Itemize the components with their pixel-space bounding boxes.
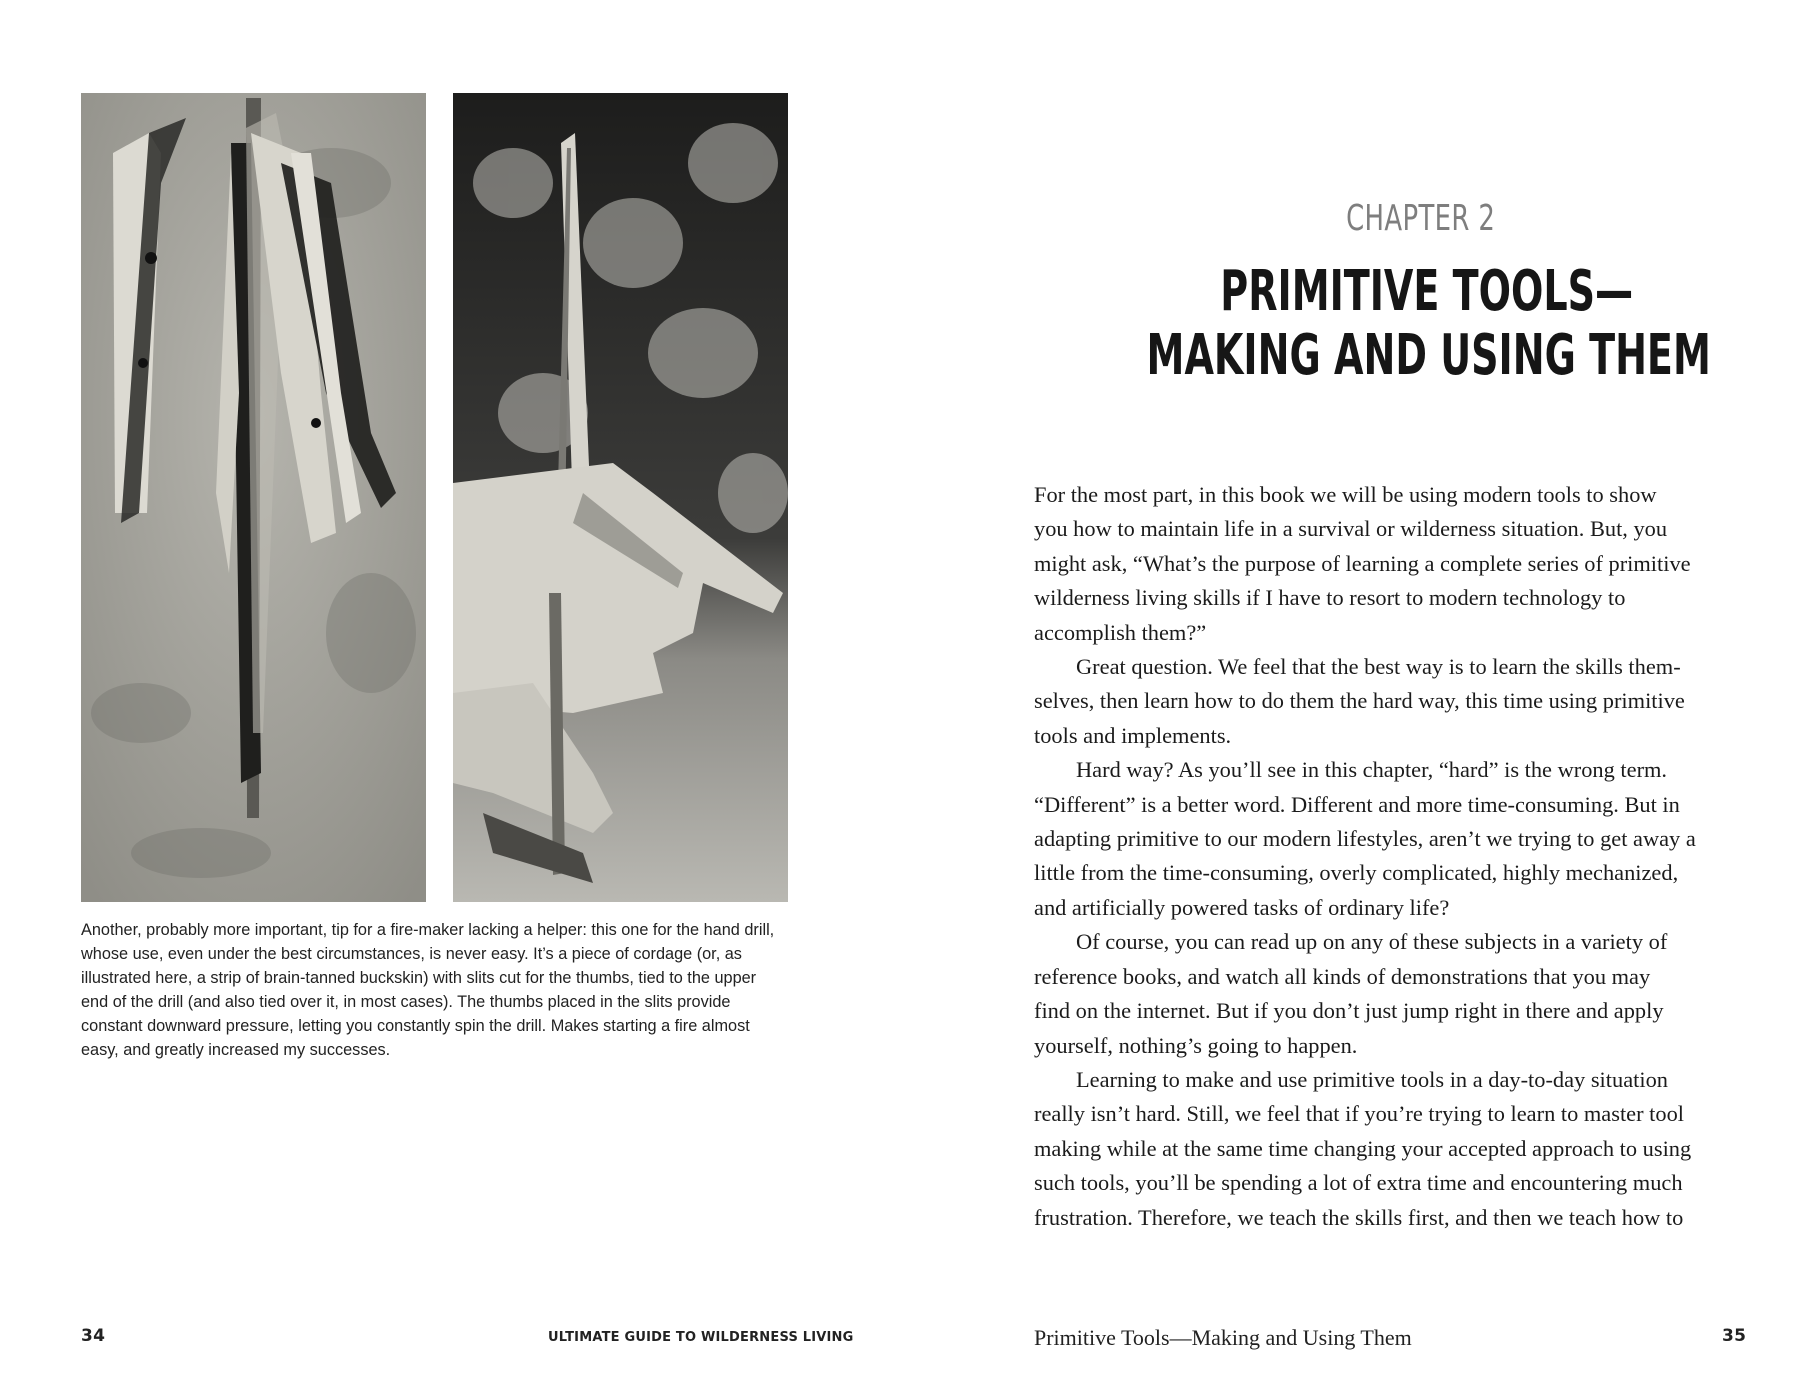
text-line: and artificially powered tasks of ordinary life? <box>1034 894 1450 920</box>
text-line: For the most part, in this book we will be using modern tools to show <box>1034 482 1657 507</box>
text-line: such tools, you’ll be spending a lot of extra time and encountering much <box>1034 1170 1683 1196</box>
text-line: find on the internet. But if you don’t just jump right in there and apply <box>1034 998 1664 1024</box>
paragraph <box>1034 925 1742 1063</box>
photo-caption: Another, probably more important, tip for a fire-maker lacking a helper: this one for the hand drill, whose use, even under the best circumstances, is never easy. It’s a piece of cordage (or, as illustrated here, a strip of brain-tanned buckskin) with slits cut for the thumbs, tied to the upper end of the drill (and also tied over it, in most cases). The thumbs placed in the slits provide constant downward pressure, letting you constantly spin the drill. Makes starting a fire almost easy, and greatly increased my successes. <box>81 921 775 1059</box>
text-line: little from the time-consuming, overly complicated, highly mechanized, <box>1034 860 1679 886</box>
photo-hand-drill <box>453 93 788 902</box>
text-line: yourself, nothing’s going to happen. <box>1034 1032 1358 1058</box>
text-line: you how to maintain life in a survival or wilderness situation. But, you <box>1034 516 1668 542</box>
paragraph <box>1034 753 1742 925</box>
text-line: making while at the same time changing your accepted approach to using <box>1034 1135 1692 1161</box>
text-line: Great question. We feel that the best way is to learn the skills them- <box>1076 654 1681 680</box>
body-text <box>1034 478 1742 1235</box>
photo-hand-drill-image <box>453 93 788 902</box>
chapter-title <box>904 260 1808 388</box>
text-line: really isn’t hard. Still, we feel that if you’re trying to learn to master tool <box>1034 1101 1684 1127</box>
chapter-label: CHAPTER 2 <box>1346 198 1496 239</box>
text-line: Learning to make and use primitive tools in a day-to-day situation <box>1076 1066 1668 1092</box>
text-line: tools and implements. <box>1034 722 1232 748</box>
text-line: accomplish them?” <box>1034 619 1207 645</box>
page-number-left: 34 <box>81 1326 106 1346</box>
text-line: selves, then learn how to do them the hard way, this time using primitive <box>1034 688 1685 714</box>
text-line: “Different” is a better word. Different and more time-consuming. But in <box>1034 791 1680 817</box>
right-page <box>904 0 1808 1396</box>
text-line: adapting primitive to our modern lifestyles, aren’t we trying to get away a <box>1034 826 1696 852</box>
chapter-title-line-1: PRIMITIVE TOOLS— <box>1220 259 1634 324</box>
chapter-title-line-2: MAKING AND USING THEM <box>1146 323 1711 388</box>
paragraph <box>1034 1063 1742 1235</box>
photo-buckskin-strips <box>81 93 426 902</box>
paragraph <box>1034 650 1742 753</box>
page-number-right: 35 <box>1722 1326 1747 1346</box>
text-line: might ask, “What’s the purpose of learning a complete series of primitive <box>1034 550 1691 576</box>
text-line: Hard way? As you’ll see in this chapter, “hard” is the wrong term. <box>1076 757 1668 783</box>
running-head-chapter: Primitive Tools—Making and Using Them <box>1034 1325 1412 1350</box>
running-head-book-title: ULTIMATE GUIDE TO WILDERNESS LIVING <box>548 1330 854 1345</box>
text-line: wilderness living skills if I have to resort to modern technology to <box>1034 585 1626 611</box>
text-line: reference books, and watch all kinds of demonstrations that you may <box>1034 963 1651 989</box>
text-line: frustration. Therefore, we teach the skills first, and then we teach how to <box>1034 1204 1684 1230</box>
paragraph <box>1034 478 1742 650</box>
text-line: Of course, you can read up on any of these subjects in a variety of <box>1076 929 1668 955</box>
photo-buckskin-strips-image <box>81 93 426 902</box>
